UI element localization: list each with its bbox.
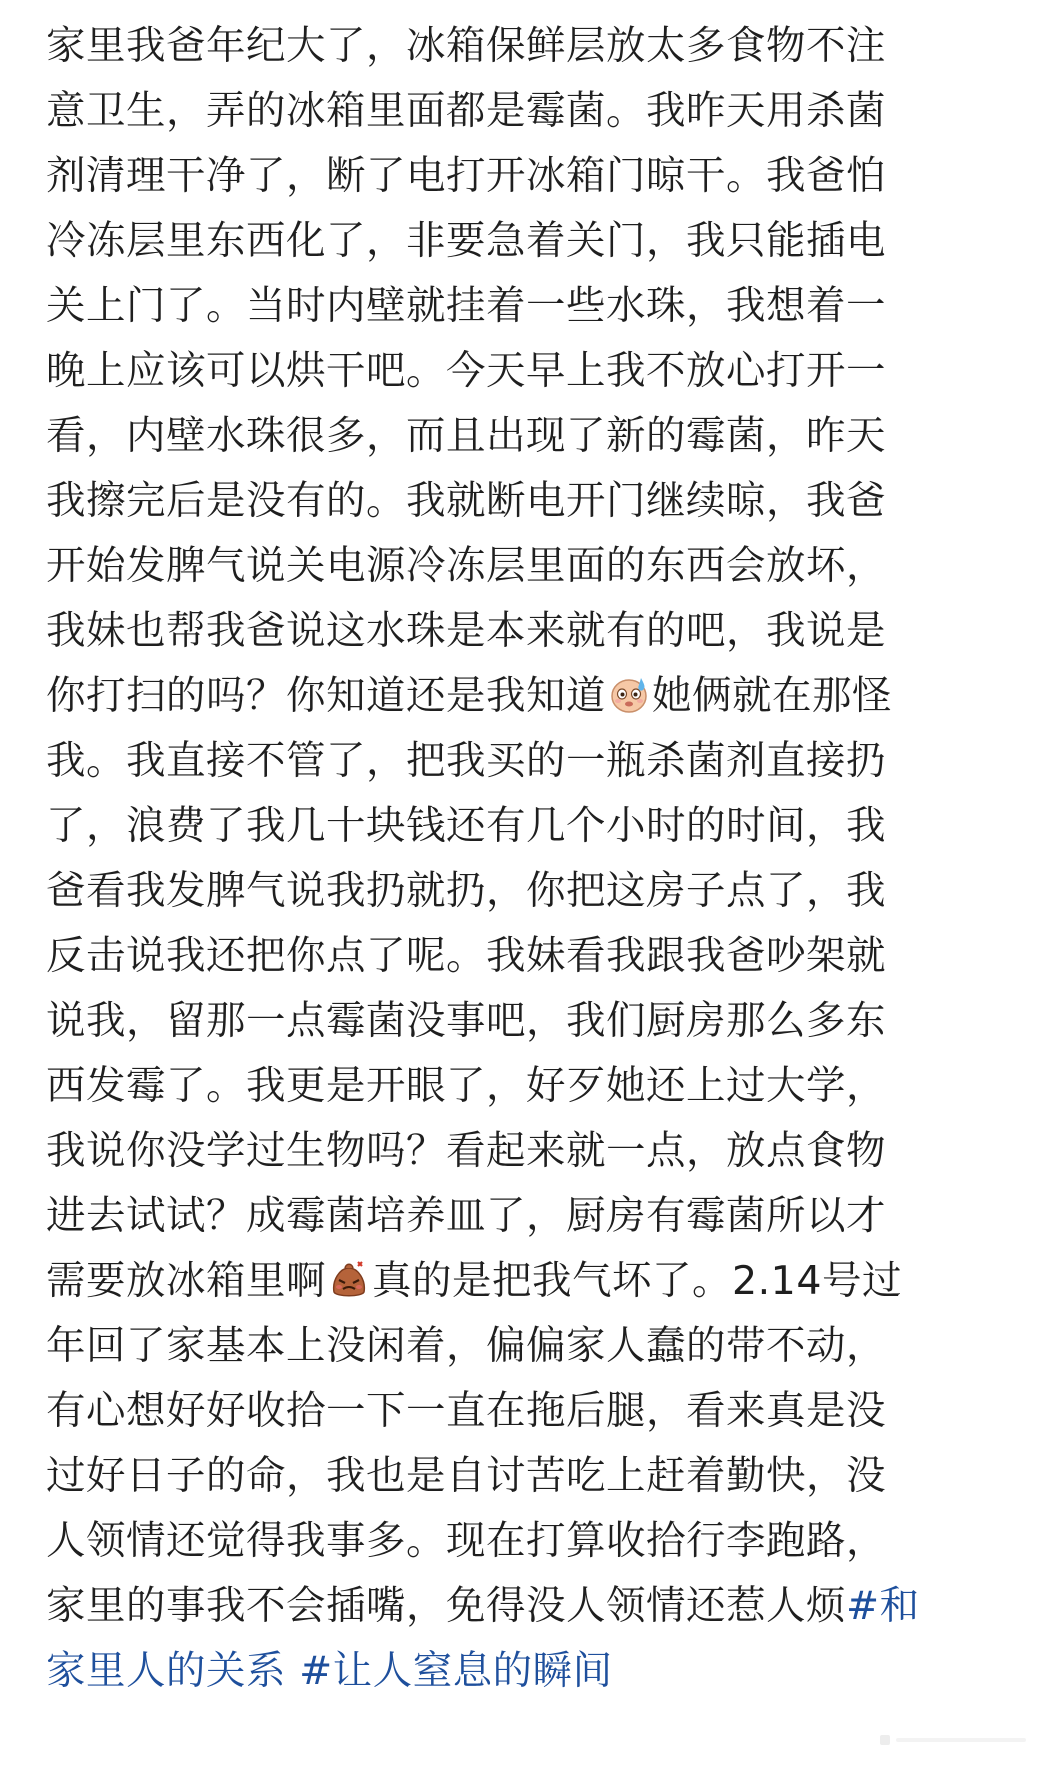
post-line: 过好日子的命，我也是自讨苦吃上赶着勤快，没 [46,1453,886,1499]
post-line: 意卫生，弄的冰箱里面都是霉菌。我昨天用杀菌 [46,88,886,134]
hashtag-link[interactable]: #让人窒息的瞬间 [299,1648,613,1694]
post-line: 有心想好好收拾一下一直在拖后腿，看来真是没 [46,1388,886,1434]
post-line: 关上门了。当时内壁就挂着一些水珠，我想着一 [46,283,886,329]
post-line-with-hashtag [46,1574,1026,1639]
post-line: 家里我爸年纪大了，冰箱保鲜层放太多食物不注 [46,23,886,69]
hashtag-link[interactable]: #和 [846,1583,920,1629]
post-line-with-emoji [46,1249,1026,1314]
post-line: 我妹也帮我爸说这水珠是本来就有的吧，我说是 [46,608,886,654]
post-line: 人领情还觉得我事多。现在打算收拾行李跑路， [46,1518,886,1564]
post-line: 晚上应该可以烘干吧。今天早上我不放心打开一 [46,348,886,394]
post-line-segment: 你打扫的吗？你知道还是我知道 [46,673,606,719]
post-line: 我说你没学过生物吗？看起来就一点，放点食物 [46,1128,886,1174]
post-line: 爸看我发脾气说我扔就扔，你把这房子点了，我 [46,868,886,914]
post-line-segment: 家里的事我不会插嘴，免得没人领情还惹人烦 [46,1583,846,1629]
post-line: 我。我直接不管了，把我买的一瓶杀菌剂直接扔 [46,738,886,784]
post-line: 反击说我还把你点了呢。我妹看我跟我爸吵架就 [46,933,886,979]
sweat-emoji-icon [608,670,650,712]
post-line-with-emoji [46,664,1026,729]
post-line-segment: 她俩就在那怪 [652,673,892,719]
post-line: 年回了家基本上没闲着，偏偏家人蠢的带不动， [46,1323,886,1369]
post-line: 西发霉了。我更是开眼了，好歹她还上过大学， [46,1063,886,1109]
post-line: 了，浪费了我几十块钱还有几个小时的时间，我 [46,803,886,849]
post-line: 我擦完后是没有的。我就断电开门继续晾，我爸 [46,478,886,524]
watermark-icon [880,1729,1030,1751]
angry-emoji-icon [328,1255,370,1297]
post-line: 说我，留那一点霉菌没事吧，我们厨房那么多东 [46,998,886,1044]
post-line-segment: 真的是把我气坏了。2.14号过 [372,1258,902,1304]
post-line: 剂清理干净了，断了电打开冰箱门晾干。我爸怕 [46,153,886,199]
post-line: 开始发脾气说关电源冷冻层里面的东西会放坏， [46,543,886,589]
hashtag-link[interactable]: 家里人的关系 [46,1648,286,1694]
post-line: 冷冻层里东西化了，非要急着关门，我只能插电 [46,218,886,264]
post-line: 看，内壁水珠很多，而且出现了新的霉菌，昨天 [46,413,886,459]
post-line-with-hashtag [46,1639,1026,1704]
post-line-segment: 需要放冰箱里啊 [46,1258,326,1304]
post-line: 进去试试？成霉菌培养皿了，厨房有霉菌所以才 [46,1193,886,1239]
post-body [46,14,1026,1704]
